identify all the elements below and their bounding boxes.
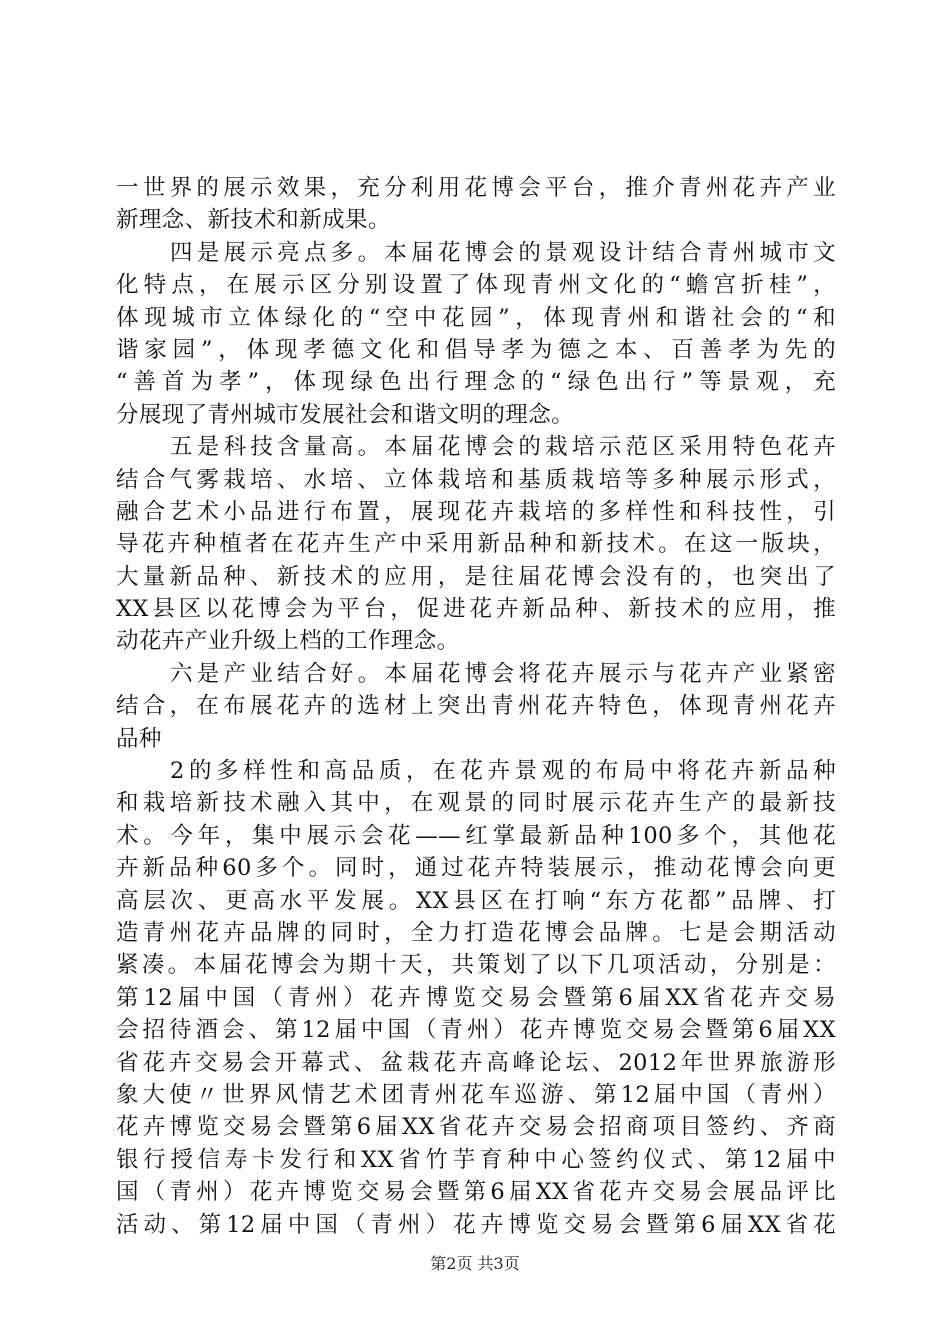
text-line: 高层次、更高水平发展。XX县区在打响“东方花都”品牌、打 [116, 887, 836, 914]
text-line: 导花卉种植者在花卉生产中采用新品种和新技术。在这一版块， [116, 531, 836, 558]
text-line: 2的多样性和高品质，在花卉景观的布局中将花卉新品种 [170, 758, 836, 785]
text-line: XX县区以花博会为平台，促进花卉新品种、新技术的应用，推 [116, 596, 836, 623]
text-line: 国（青州）花卉博览交易会暨第6届XX省花卉交易会展品评比 [116, 1179, 836, 1206]
text-line: 体现城市立体绿化的“空中花园”，体现青州和谐社会的“和 [116, 304, 836, 331]
document-body [116, 172, 836, 1241]
text-line: 造青州花卉品牌的同时，全力打造花博会品牌。七是会期活动 [116, 919, 836, 946]
text-line: 紧凑。本届花博会为期十天，共策划了以下几项活动，分别是： [116, 952, 836, 979]
text-line: 象大使〃世界风情艺术团青州花车巡游、第12届中国（青州） [116, 1081, 836, 1108]
text-line: 谐家园”，体现孝德文化和倡导孝为德之本、百善孝为先的 [116, 336, 836, 363]
text-line: 五是科技含量高。本届花博会的栽培示范区采用特色花卉 [170, 434, 836, 461]
text-line: 融合艺术小品进行布置，展现花卉栽培的多样性和科技性，引 [116, 498, 836, 525]
text-line: 动花卉产业升级上档的工作理念。 [116, 628, 460, 655]
text-line: 卉新品种60多个。同时，通过花卉特装展示，推动花博会向更 [116, 855, 836, 882]
text-line: 结合气雾栽培、水培、立体栽培和基质栽培等多种展示形式， [116, 466, 836, 493]
text-line: 会招待酒会、第12届中国（青州）花卉博览交易会暨第6届XX [116, 1017, 836, 1044]
text-line: 品种 [116, 725, 162, 752]
text-line: 结合，在布展花卉的选材上突出青州花卉特色，体现青州花卉 [116, 693, 836, 720]
text-line: 活动、第12届中国（青州）花卉博览交易会暨第6届XX省花 [116, 1211, 836, 1238]
text-line: “善首为孝”，体现绿色出行理念的“绿色出行”等景观，充 [116, 369, 836, 396]
text-line: 分展现了青州城市发展社会和谐文明的理念。 [116, 401, 575, 428]
text-line: 第12届中国（青州）花卉博览交易会暨第6届XX省花卉交易 [116, 984, 836, 1011]
text-line: 新理念、新技术和新成果。 [116, 207, 391, 234]
text-line: 四是展示亮点多。本届花博会的景观设计结合青州城市文 [170, 239, 836, 266]
text-line: 一世界的展示效果，充分利用花博会平台，推介青州花卉产业 [116, 175, 836, 201]
text-line: 术。今年，集中展示会花——红掌最新品种100多个，其他花 [116, 822, 836, 849]
text-line: 和栽培新技术融入其中，在观景的同时展示花卉生产的最新技 [116, 790, 836, 817]
page-number-footer: 第2页 共3页 [430, 1254, 520, 1273]
text-line: 六是产业结合好。本届花博会将花卉展示与花卉产业紧密 [170, 660, 836, 687]
text-line: 大量新品种、新技术的应用，是往届花博会没有的，也突出了 [116, 563, 836, 590]
text-line: 省花卉交易会开幕式、盆栽花卉高峰论坛、2012年世界旅游形 [116, 1049, 836, 1076]
text-line: 花卉博览交易会暨第6届XX省花卉交易会招商项目签约、齐商 [116, 1114, 836, 1141]
text-line: 银行授信寿卡发行和XX省竹芋育种中心签约仪式、第12届中 [116, 1146, 836, 1173]
text-line: 化特点，在展示区分别设置了体现青州文化的“蟾宫折桂”， [116, 272, 836, 299]
